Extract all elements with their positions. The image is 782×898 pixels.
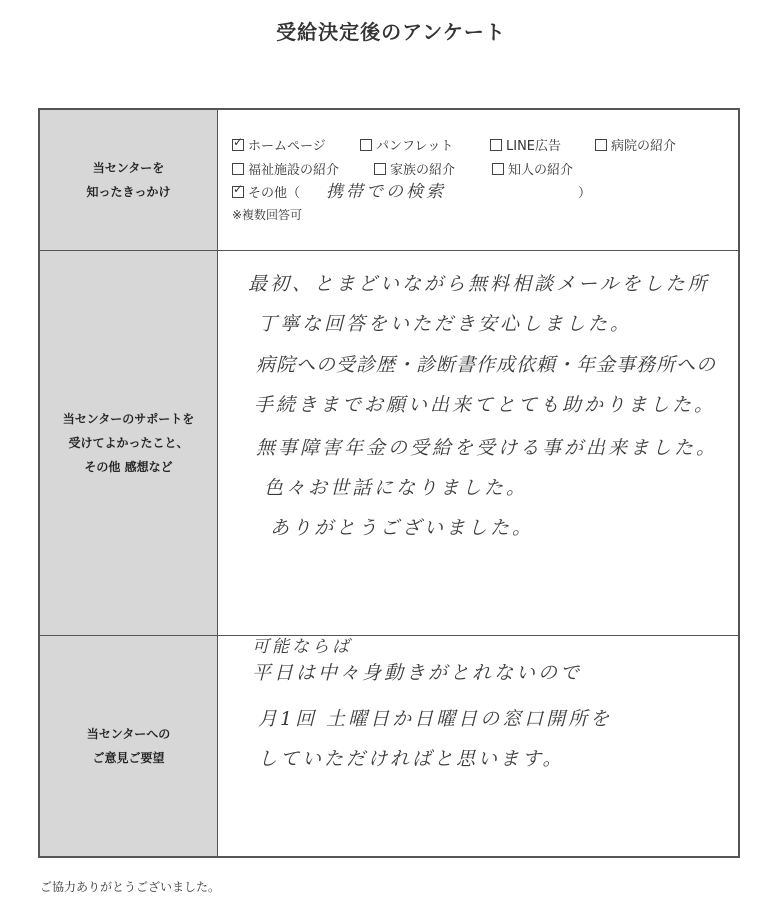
checkbox-checked-icon[interactable] (232, 186, 244, 198)
label-line: その他 感想など (84, 460, 173, 474)
checkbox-icon[interactable] (360, 139, 372, 151)
option-family[interactable]: 家族の紹介 (374, 159, 455, 178)
row-requests (40, 636, 738, 856)
option-welfare[interactable]: 福祉施設の紹介 (232, 159, 339, 178)
handwritten-line: 平日は中々身動きがとれないので (252, 662, 583, 684)
option-hospital[interactable]: 病院の紹介 (595, 135, 676, 154)
label-line: 当センターへの (86, 727, 171, 741)
handwritten-line: 丁寧な回答をいただき安心しました。 (258, 313, 633, 335)
label-impressions (40, 251, 218, 635)
checkbox-icon[interactable] (232, 163, 244, 175)
checkbox-icon[interactable] (595, 139, 607, 151)
thank-you-footer: ご協力ありがとうございました。 (40, 880, 221, 894)
handwritten-line: 無事障害年金の受給を受ける事が出来ました。 (256, 437, 719, 459)
handwritten-line: 可能ならば (252, 637, 352, 657)
option-line-ad[interactable]: LINE広告 (490, 135, 561, 154)
handwritten-line: 月1回 土曜日か日曜日の窓口開所を (258, 708, 613, 730)
how-found-options (218, 110, 738, 250)
label-how-found (40, 110, 218, 250)
label-requests (40, 636, 218, 856)
handwritten-line: 手続きまでお願い出来てとても助かりました。 (254, 394, 717, 416)
other-handwritten-answer: 携帯での検索 (326, 182, 446, 202)
label-line: 知ったきっかけ (86, 185, 171, 199)
handwritten-line: 色々お世話になりました。 (264, 477, 529, 499)
option-acquaintance[interactable]: 知人の紹介 (492, 159, 573, 178)
checkbox-checked-icon[interactable] (232, 139, 244, 151)
option-other[interactable]: ✓その他（ (232, 182, 300, 201)
handwritten-line: 病院への受診歴・診断書作成依頼・年金事務所への (256, 354, 717, 376)
other-close-paren: ） (578, 186, 592, 201)
requests-answer (218, 636, 738, 856)
label-line: 当センターを (92, 161, 165, 175)
page-title: 受給決定後のアンケート (276, 20, 506, 44)
row-how-found (40, 110, 738, 251)
option-pamphlet[interactable]: パンフレット (360, 135, 453, 154)
checkbox-icon[interactable] (374, 163, 386, 175)
multiple-answer-note: ※複数回答可 (232, 208, 303, 222)
label-line: 当センターのサポートを (62, 412, 195, 426)
survey-form (38, 108, 740, 858)
handwritten-line: していただければと思います。 (258, 748, 565, 770)
checkbox-icon[interactable] (490, 139, 502, 151)
impressions-answer (218, 251, 738, 635)
label-line: 受けてよかったこと、 (68, 436, 189, 450)
handwritten-line: ありがとうございました。 (270, 517, 535, 539)
label-line: ご意見ご要望 (92, 751, 165, 765)
row-impressions (40, 251, 738, 636)
option-homepage[interactable]: ✓ホームページ (232, 135, 326, 154)
handwritten-line: 最初、とまどいながら無料相談メールをした所 (248, 273, 710, 295)
checkbox-icon[interactable] (492, 163, 504, 175)
